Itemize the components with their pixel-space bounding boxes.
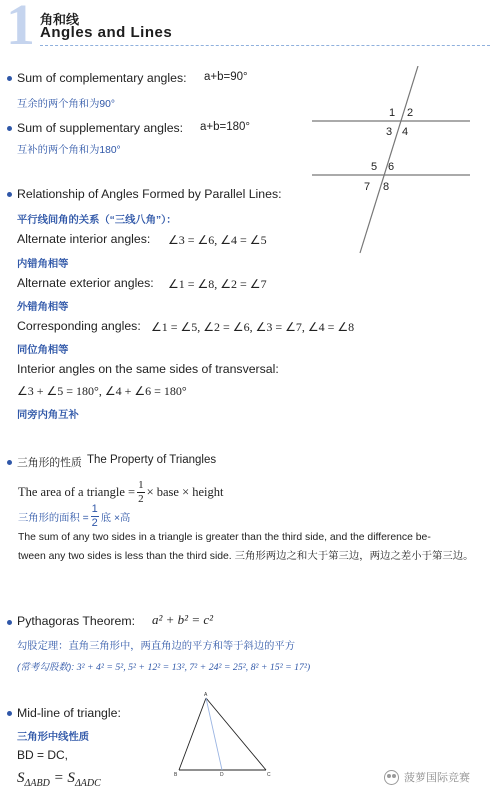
triangle-vertex-c: C — [267, 772, 271, 778]
triangle-area-cn — [18, 504, 130, 529]
midline-area-eq: = S — [49, 770, 75, 786]
section-header — [0, 0, 493, 57]
pythagoras-common-values: 3² + 4² = 5², 5² + 12² = 13², 7² + 24² = 25², 8² + 15² = 17²) — [76, 662, 311, 673]
pythagoras-formula — [152, 612, 213, 628]
angle-label-7: 7 — [364, 181, 371, 193]
area-cn-fraction — [91, 504, 99, 529]
midline-cn: 三角形中线性质 — [17, 732, 90, 743]
area-fraction-numerator: 1 — [138, 479, 144, 491]
alt-exterior-cn: 外错角相等 — [17, 302, 69, 313]
bullet-dot — [7, 460, 12, 465]
triangle-sides-line-2 — [18, 547, 488, 566]
same-side-cn: 同旁内角互补 — [17, 410, 79, 421]
wechat-icon — [384, 770, 399, 785]
parallel-lines-diagram — [310, 66, 485, 266]
supplementary-cn: 互补的两个角和为180° — [17, 145, 121, 156]
watermark-text: 菠萝国际竞赛 — [404, 772, 470, 784]
area-prefix: The area of a triangle = — [18, 485, 136, 499]
angle-label-8: 8 — [383, 181, 390, 193]
parallel-cn: 平行线间角的关系（“三线八角”）： — [17, 215, 177, 226]
midline-area-sub-left: ΔABD — [24, 778, 50, 789]
triangle-sides-paragraph — [18, 528, 488, 566]
header-divider — [40, 45, 490, 46]
corresponding-cn: 同位角相等 — [17, 345, 69, 356]
parallel-label: Relationship of Angles Formed by Parallel Lines: — [17, 187, 282, 201]
bullet-dot — [7, 711, 12, 716]
alt-exterior-label: Alternate exterior angles: — [17, 276, 154, 290]
section-title-cn: 角和线 — [40, 12, 80, 27]
triangle-vertex-a: A — [204, 692, 208, 698]
pythagoras-formula-text: a² + b² = c² — [152, 612, 214, 627]
transversal-line — [360, 66, 418, 253]
alt-exterior-formula: ∠1 = ∠8, ∠2 = ∠7 — [168, 277, 267, 291]
watermark — [384, 769, 470, 785]
angle-label-1: 1 — [389, 107, 396, 119]
area-suffix: × base × height — [146, 485, 224, 499]
angle-label-4: 4 — [402, 126, 409, 138]
pythagoras-cn: 勾股定理：直角三角形中，两直角边的平方和等于斜边的平方 — [17, 641, 296, 652]
midline-triangle-diagram — [172, 692, 276, 782]
triangle-median-ad — [206, 698, 222, 770]
triangle-sides-line-2-en: tween any two sides is less than the third side. — [18, 551, 232, 562]
complementary-formula: a+b=90° — [204, 71, 248, 83]
corresponding-formula: ∠1 = ∠5, ∠2 = ∠6, ∠3 = ∠7, ∠4 = ∠8 — [151, 320, 355, 334]
angle-label-6: 6 — [388, 161, 395, 173]
triangle-sides-line-1: The sum of any two sides in a triangle is greater than the third side, and the difference be- — [18, 532, 431, 543]
bullet-dot — [7, 620, 12, 625]
bullet-dot — [7, 192, 12, 197]
triangle-vertex-b: B — [174, 772, 178, 778]
area-fraction-denominator: 2 — [138, 493, 144, 505]
triangle-point-d: D — [220, 772, 224, 778]
same-side-label: Interior angles on the same sides of transversal: — [17, 362, 279, 376]
pythagoras-common — [17, 659, 310, 673]
bullet-dot — [7, 76, 12, 81]
pythagoras-label: Pythagoras Theorem: — [17, 614, 136, 628]
triangles-heading-en: The Property of Triangles — [87, 454, 217, 466]
midline-area-formula — [17, 770, 101, 789]
same-side-formula: ∠3 + ∠5 = 180°, ∠4 + ∠6 = 180° — [17, 384, 187, 398]
area-cn-fraction-denominator: 2 — [91, 517, 98, 529]
complementary-cn: 互余的两个角和为90° — [17, 99, 115, 110]
midline-area-sub-right: ΔADC — [74, 778, 101, 789]
triangle-side-ab — [179, 698, 206, 770]
area-cn-prefix: 三角形的面积 = — [18, 513, 89, 524]
corresponding-label: Corresponding angles: — [17, 319, 141, 333]
alt-interior-label: Alternate interior angles: — [17, 232, 151, 246]
triangles-heading-cn: 三角形的性质 — [17, 457, 82, 469]
area-cn-fraction-numerator: 1 — [91, 503, 98, 515]
angle-label-5: 5 — [371, 161, 378, 173]
alt-interior-formula: ∠3 = ∠6, ∠4 = ∠5 — [168, 233, 267, 247]
triangle-area-formula — [18, 480, 224, 505]
midline-label: Mid-line of triangle: — [17, 706, 121, 720]
pythagoras-common-label: (常考勾股数): — [17, 662, 75, 673]
alt-interior-cn: 内错角相等 — [17, 259, 69, 270]
section-title-en: Angles and Lines — [40, 24, 173, 41]
angle-label-2: 2 — [407, 107, 414, 119]
angle-label-3: 3 — [386, 126, 393, 138]
supplementary-label: Sum of supplementary angles: — [17, 121, 184, 135]
section-number: 1 — [6, 0, 35, 57]
midline-bd-dc: BD = DC, — [17, 748, 69, 762]
bullet-dot — [7, 126, 12, 131]
area-fraction — [137, 480, 145, 505]
supplementary-formula: a+b=180° — [200, 121, 251, 133]
area-cn-suffix: 底 ×高 — [100, 513, 131, 524]
triangle-sides-cn: 三角形两边之和大于第三边，两边之差小于第三边。 — [234, 551, 474, 562]
midline-area-s-left: S — [17, 770, 25, 786]
complementary-label: Sum of complementary angles: — [17, 71, 187, 85]
triangle-side-ac — [206, 698, 266, 770]
